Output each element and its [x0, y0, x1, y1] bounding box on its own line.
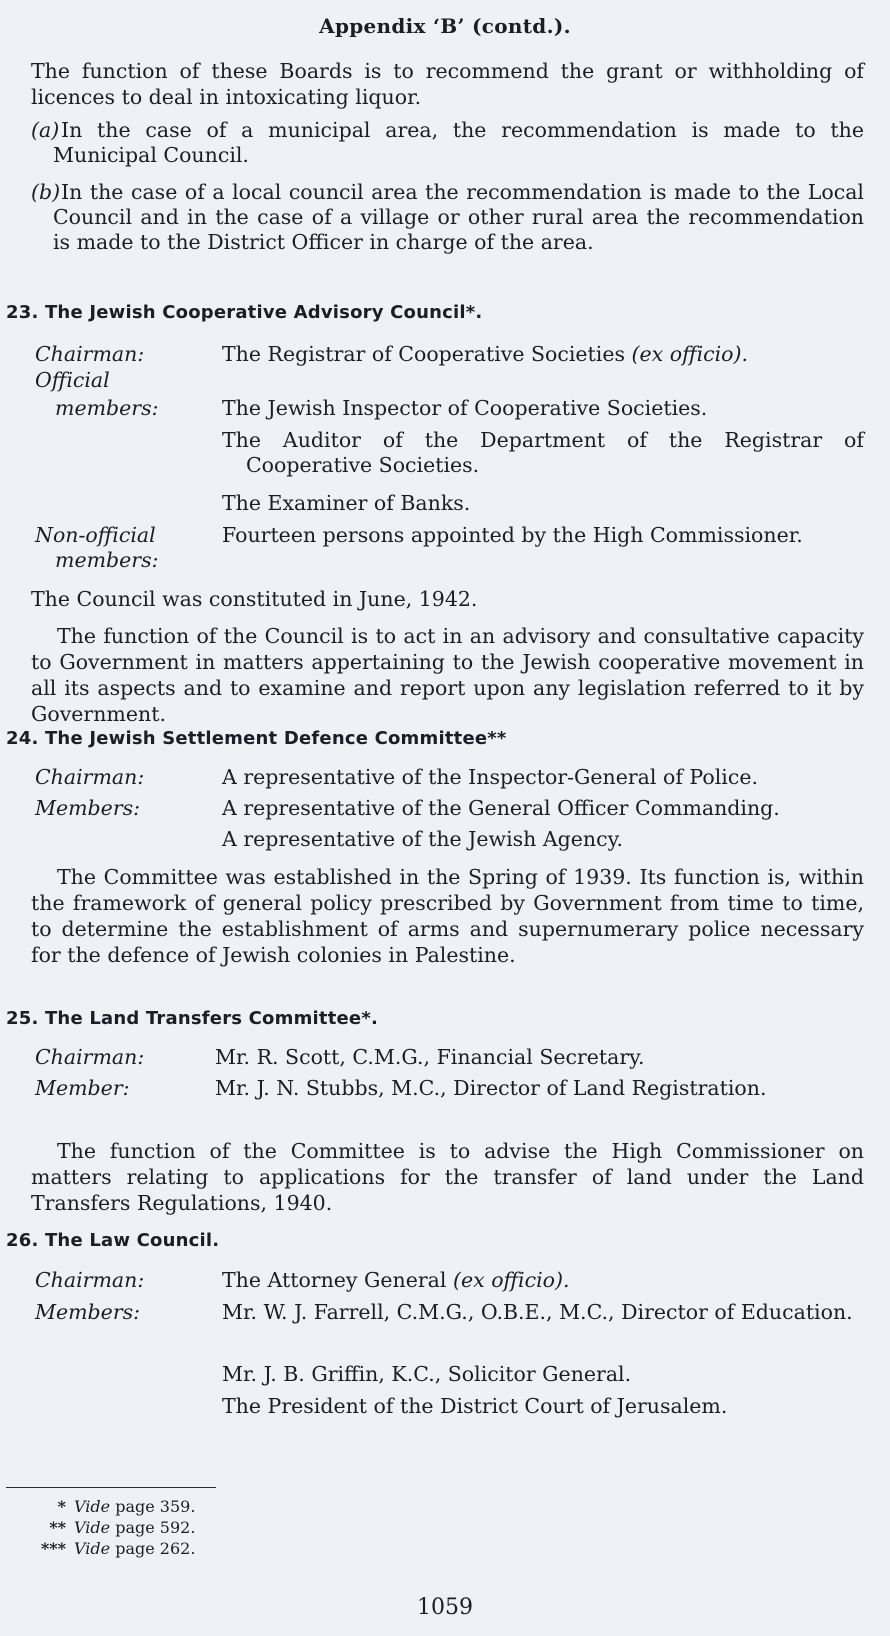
s26-members-role: Members:	[35, 1300, 141, 1324]
s23-chairman-role: Chairman:	[35, 342, 145, 366]
page-number: 1059	[417, 1595, 473, 1620]
s24-function: The Committee was established in the Spring of 1939. Its function is, within the framework of general policy prescribed by Government from time to time, to determine the establishment of arms and supernumerary police necessary for the defence of Jewish colonies in Palestine.	[31, 865, 864, 967]
s23-constituted: The Council was constituted in June, 1942.	[31, 587, 478, 611]
footnote-3-text: page 262.	[115, 1539, 196, 1558]
s23-chairman-row	[35, 342, 864, 367]
s24-chairman-role: Chairman:	[35, 765, 145, 789]
s25-chairman-row	[35, 1045, 864, 1070]
s26-members-row-3	[35, 1394, 864, 1419]
s23-official-role-2: members:	[55, 396, 159, 420]
footnote-2-vide: Vide	[74, 1518, 111, 1537]
s23-official-row-3	[35, 491, 864, 516]
item-b-text: In the case of a local council area the recommendation is made to the Local Council and in the case of a village or other rural area the recommendation is made to the District Officer in charge of the area.	[53, 180, 864, 254]
intro-paragraph: The function of these Boards is to recommend the grant or withholding of licences to deal in intoxicating liquor.	[31, 59, 864, 109]
footnote-2	[30, 1518, 195, 1538]
s24-chairman-value: A representative of the Inspector-General of Police.	[222, 765, 758, 789]
s23-official-1: The Jewish Inspector of Cooperative Societies.	[222, 396, 708, 420]
s25-chairman-value: Mr. R. Scott, C.M.G., Financial Secretary.	[215, 1045, 645, 1069]
page-header: Appendix ‘B’ (contd.).	[319, 14, 571, 38]
footnote-2-text: page 592.	[115, 1518, 196, 1537]
intro-item-b	[31, 180, 864, 255]
s23-function: The function of the Council is to act in an advisory and consultative capacity to Government in matters appertaining to the Jewish cooperative movement in all its aspects and to examine and report upon any legislation referred to it by Government.	[31, 624, 864, 726]
s23-nonofficial-role-2: members:	[55, 548, 159, 572]
section-26-heading: 26. The Law Council.	[6, 1230, 220, 1251]
s24-members-role: Members:	[35, 796, 141, 820]
footnote-1	[30, 1497, 195, 1517]
s25-member-row	[35, 1076, 864, 1101]
footnote-3-mark: ***	[40, 1539, 66, 1558]
item-b-label: (b)	[31, 180, 61, 204]
footnote-3-vide: Vide	[74, 1539, 111, 1558]
s26-member-1: Mr. W. J. Farrell, C.M.G., O.B.E., M.C., Director of Education.	[222, 1300, 853, 1324]
section-23-heading: 23. The Jewish Cooperative Advisory Council*.	[6, 302, 483, 323]
s26-member-2: Mr. J. B. Griffin, K.C., Solicitor General.	[222, 1362, 632, 1386]
s23-nonofficial-row	[35, 523, 864, 572]
s23-official-role-1: Official	[35, 368, 110, 392]
s26-member-3: The President of the District Court of Jerusalem.	[222, 1394, 728, 1418]
footnote-2-mark: **	[49, 1518, 66, 1537]
s24-chairman-row	[35, 765, 864, 790]
s26-ex-officio: (ex officio).	[452, 1268, 570, 1292]
footnote-rule	[6, 1487, 216, 1488]
s26-members-row-2	[35, 1362, 864, 1387]
s26-chairman-text: The Attorney General	[222, 1268, 447, 1292]
s23-nonofficial-value: Fourteen persons appointed by the High Commissioner.	[222, 523, 803, 547]
s24-members-row-2	[35, 827, 864, 852]
footnote-1-mark: *	[57, 1497, 66, 1516]
s23-ex-officio: (ex officio).	[631, 342, 749, 366]
s26-chairman-role: Chairman:	[35, 1268, 145, 1292]
s25-function: The function of the Committee is to advise the High Commissioner on matters relating to applications for the transfer of land under the Land Transfers Regulations, 1940.	[31, 1139, 864, 1215]
s23-nonofficial-role-1: Non-official	[35, 523, 156, 547]
footnote-1-vide: Vide	[74, 1497, 111, 1516]
s25-member-role: Member:	[35, 1076, 130, 1100]
s23-chairman-value	[222, 342, 864, 367]
s25-chairman-role: Chairman:	[35, 1045, 145, 1069]
s23-official-row-1	[35, 396, 864, 421]
s26-members-row-1	[35, 1300, 864, 1325]
s24-member-2: A representative of the Jewish Agency.	[222, 827, 623, 851]
section-25-heading: 25. The Land Transfers Committee*.	[6, 1008, 378, 1029]
s23-chairman-text: The Registrar of Cooperative Societies	[222, 342, 625, 366]
section-24-heading: 24. The Jewish Settlement Defence Committee**	[6, 728, 507, 749]
item-a-text: In the case of a municipal area, the recommendation is made to the Municipal Council.	[53, 118, 864, 167]
footnote-1-text: page 359.	[115, 1497, 196, 1516]
footnote-3	[30, 1539, 195, 1559]
s23-official-3: The Examiner of Banks.	[222, 491, 471, 515]
s26-chairman-value	[222, 1268, 864, 1293]
s26-chairman-row	[35, 1268, 864, 1293]
s23-official-2: The Auditor of the Department of the Registrar of Cooperative Societies.	[222, 428, 864, 477]
s24-member-1: A representative of the General Officer Commanding.	[222, 796, 780, 820]
intro-item-a	[31, 118, 864, 168]
s25-member-value: Mr. J. N. Stubbs, M.C., Director of Land Registration.	[215, 1076, 767, 1100]
s23-official-row-2	[35, 428, 864, 478]
item-a-label: (a)	[31, 118, 60, 142]
s24-members-row-1	[35, 796, 864, 821]
